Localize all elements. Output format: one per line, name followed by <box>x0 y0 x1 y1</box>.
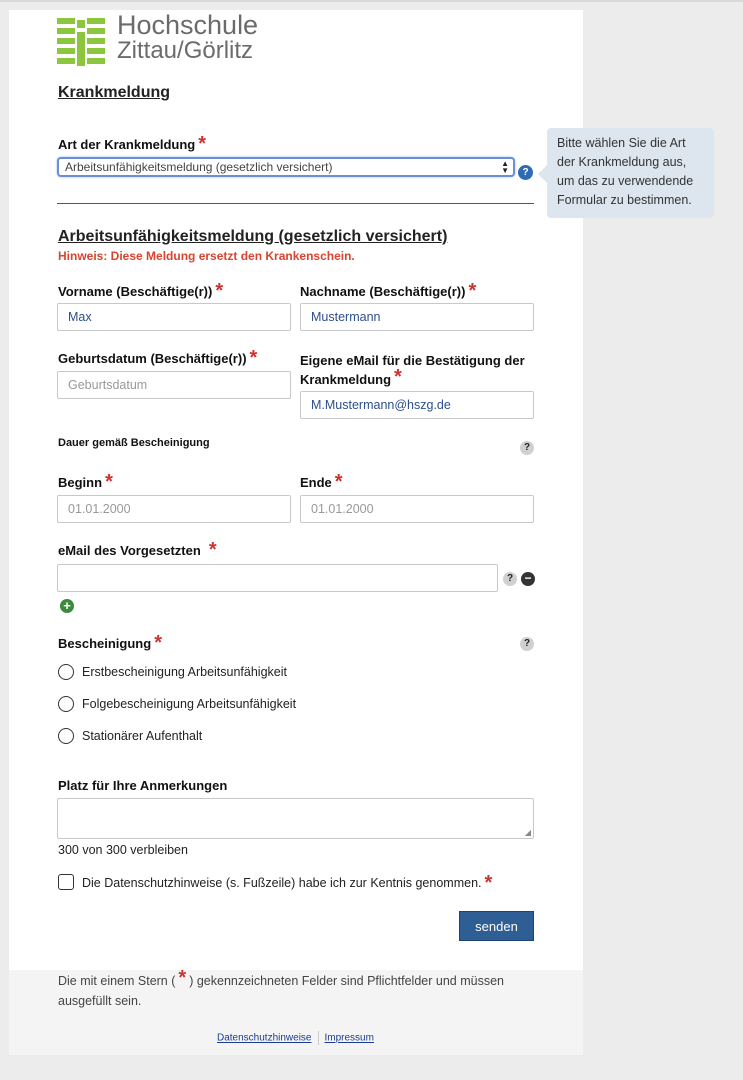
form-hint: Hinweis: Diese Meldung ersetzt den Krankenschein. <box>58 249 355 263</box>
submit-button[interactable]: senden <box>459 911 534 941</box>
type-select-value: Arbeitsunfähigkeitsmeldung (gesetzlich versichert) <box>65 160 333 174</box>
required-fields-note <box>58 967 538 1011</box>
radio-follow-certificate[interactable] <box>58 696 74 712</box>
add-icon[interactable]: + <box>60 599 74 613</box>
firstname-label <box>58 280 224 302</box>
certificate-label-text: Bescheinigung <box>58 636 152 651</box>
radio-first-certificate-label[interactable]: Erstbescheinigung Arbeitsunfähigkeit <box>82 665 287 679</box>
certificate-label <box>58 632 162 654</box>
form-title: Arbeitsunfähigkeitsmeldung (gesetzlich versichert) <box>58 228 448 245</box>
select-arrows-icon: ▲ ▼ <box>501 159 509 175</box>
supervisor-email-input[interactable] <box>57 564 498 592</box>
birthdate-input[interactable]: Geburtsdatum <box>57 371 291 399</box>
radio-inpatient-stay[interactable] <box>58 728 74 744</box>
required-star-icon: * <box>484 872 493 894</box>
help-icon[interactable]: ? <box>518 165 533 180</box>
required-star-icon: * <box>249 347 258 369</box>
hszg-logo-icon <box>57 18 105 66</box>
required-star-icon: * <box>208 539 217 561</box>
end-label <box>300 471 343 493</box>
link-separator <box>318 1031 319 1045</box>
firstname-label-text: Vorname (Beschäftige(r)) <box>58 284 213 299</box>
lastname-label <box>300 280 477 302</box>
end-label-text: Ende <box>300 475 332 490</box>
begin-input[interactable]: 01.01.2000 <box>57 495 291 523</box>
imprint-link[interactable]: Impressum <box>324 1032 374 1044</box>
birthdate-label <box>58 347 258 369</box>
remarks-remaining-counter: 300 von 300 verbleiben <box>58 843 188 857</box>
type-select[interactable] <box>57 157 515 177</box>
footnote-text-after: ) gekennzeichneten Felder sind Pflichtfelder und müssen ausgefüllt sein. <box>58 974 504 1008</box>
birthdate-label-text: Geburtsdatum (Beschäftige(r)) <box>58 351 247 366</box>
privacy-link[interactable]: Datenschutzhinweise <box>217 1032 312 1044</box>
brand-line2: Zittau/Görlitz <box>117 37 254 64</box>
type-select-label <box>58 133 207 155</box>
brand-line1: Hochschule <box>117 10 259 40</box>
begin-label <box>58 471 113 493</box>
help-icon[interactable]: ? <box>520 441 534 455</box>
required-star-icon: * <box>334 471 343 493</box>
page-title: Krankmeldung <box>58 84 171 101</box>
supervisor-email-label <box>58 539 217 561</box>
help-icon[interactable]: ? <box>503 572 517 586</box>
duration-label: Dauer gemäß Bescheinigung <box>58 437 210 449</box>
own-email-label-line1: Eigene eMail für die Bestätigung der <box>300 353 525 368</box>
tooltip-type-help: Bitte wählen Sie die Art der Krankmeldung aus, um das zu verwendende Formular zu bestimmen. <box>547 128 714 218</box>
required-star-icon: * <box>198 133 207 155</box>
own-email-label-line2: Krankmeldung <box>300 372 392 387</box>
required-star-icon: * <box>154 632 162 654</box>
radio-follow-certificate-label[interactable]: Folgebescheinigung Arbeitsunfähigkeit <box>82 697 297 711</box>
required-star-icon: * <box>394 366 402 388</box>
supervisor-email-label-text: eMail des Vorgesetzten <box>58 543 201 558</box>
footer-links <box>217 1031 374 1045</box>
resize-handle-icon[interactable]: ◢ <box>524 828 531 837</box>
lastname-label-text: Nachname (Beschäftige(r)) <box>300 284 466 299</box>
privacy-checkbox-text: Die Datenschutzhinweise (s. Fußzeile) habe ich zur Kentnis genommen. <box>82 876 482 890</box>
footnote-text-before: Die mit einem Stern ( <box>58 974 176 988</box>
browser-top-edge <box>0 0 743 2</box>
remarks-label: Platz für Ihre Anmerkungen <box>58 778 228 793</box>
required-star-icon: * <box>178 967 187 989</box>
lastname-input[interactable]: Mustermann <box>300 303 534 331</box>
end-input[interactable]: 01.01.2000 <box>300 495 534 523</box>
begin-label-text: Beginn <box>58 475 103 490</box>
privacy-checkbox[interactable] <box>58 874 74 890</box>
own-email-label <box>300 351 525 389</box>
required-star-icon: * <box>215 280 224 302</box>
own-email-input[interactable]: M.Mustermann@hszg.de <box>300 391 534 419</box>
firstname-input[interactable]: Max <box>57 303 291 331</box>
required-star-icon: * <box>468 280 477 302</box>
required-star-icon: * <box>105 471 113 493</box>
radio-first-certificate[interactable] <box>58 664 74 680</box>
divider <box>57 203 534 204</box>
type-select-label-text: Art der Krankmeldung <box>58 137 196 152</box>
help-icon[interactable]: ? <box>520 637 534 651</box>
privacy-checkbox-label[interactable] <box>82 872 493 894</box>
remove-icon[interactable]: − <box>521 572 535 586</box>
radio-inpatient-stay-label[interactable]: Stationärer Aufenthalt <box>82 729 203 743</box>
remarks-textarea[interactable] <box>57 798 534 839</box>
brand-name <box>117 12 258 64</box>
